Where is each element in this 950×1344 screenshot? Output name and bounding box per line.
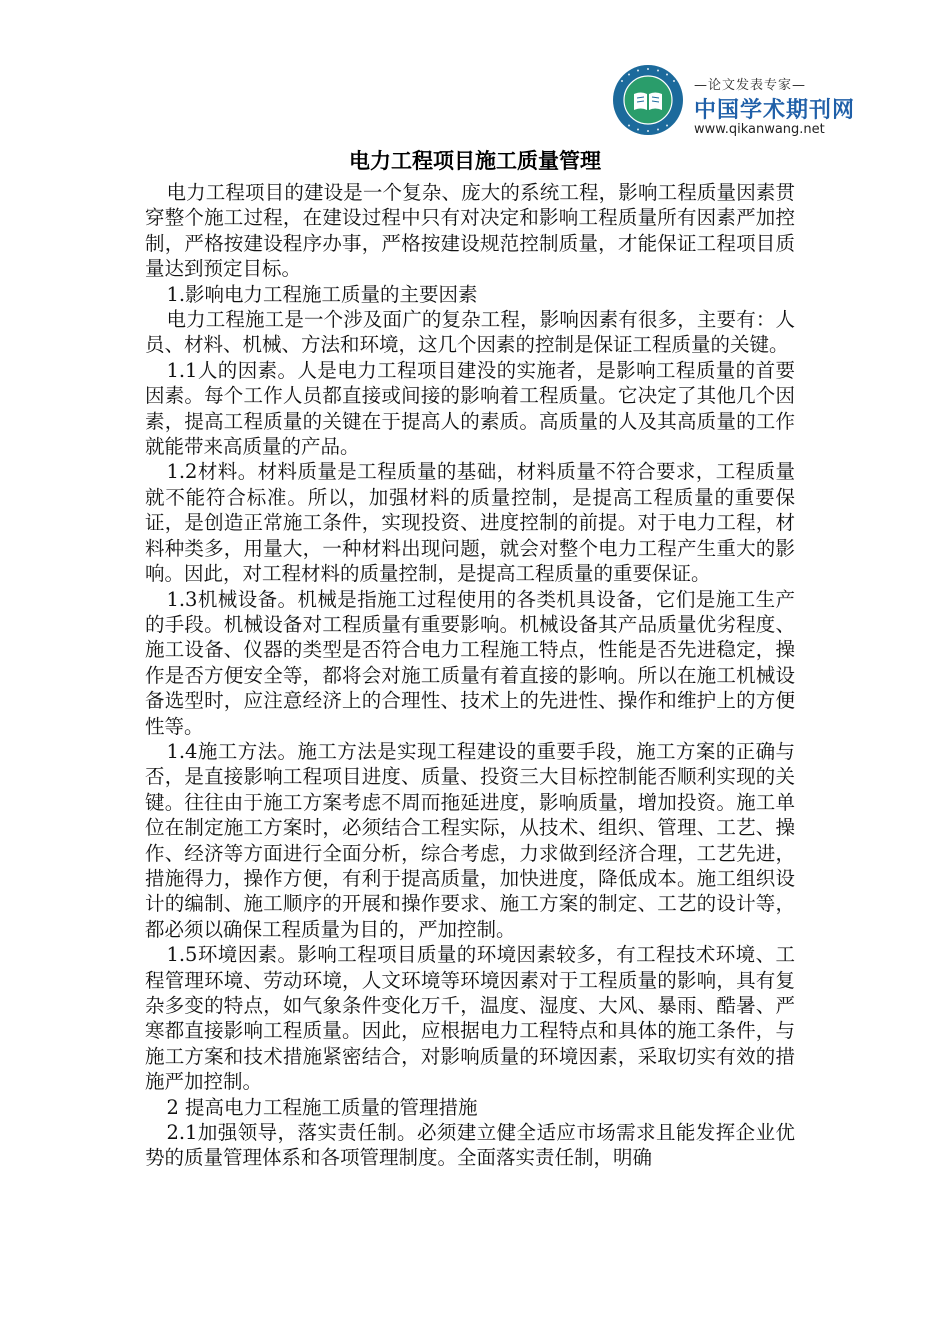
section-heading-2: 2 提高电力工程施工质量的管理措施 bbox=[166, 1095, 478, 1119]
subsection-1-5-paragraph: 1.5环境因素。影响工程项目质量的环境因素较多，有工程技术环境、工程管理环境、劳动环境，人文环境等环境因素对于工程质量的影响，具有复杂多变的特点，如气象条件变化万千，温度、湿度、大风、暴雨、酷暑、严寒都直接影响工程质量。因此，应根据电力工程特点和具体的施工条件，与施工方案和技术措施紧密结合，对影响质量的环境因素，采取切实有效的措施严加控制。 bbox=[145, 943, 795, 1094]
logo-seal-icon bbox=[612, 64, 684, 136]
logo-url[interactable]: www.qikanwang.net bbox=[694, 122, 825, 137]
subsection-1-2-paragraph: 1.2材料。材料质量是工程质量的基础，材料质量不符合要求，工程质量就不能符合标准。所以，加强材料的质量控制，是提高工程质量的重要保证，是创造正常施工条件，实现投资、进度控制的前提。对于电力工程，材料种类多，用量大，一种材料出现问题，就会对整个电力工程产生重大的影响。因此，对工程材料的质量控制，是提高工程质量的重要保证。 bbox=[145, 460, 795, 586]
document-body bbox=[145, 180, 795, 1171]
publisher-logo[interactable] bbox=[612, 64, 856, 152]
subsection-1-1-paragraph: 1.1人的因素。人是电力工程项目建没的实施者，是影响工程质量的首要因素。每个工作人员都直接或间接的影响着工程质量。它决定了其他几个因素，提高工程质量的关键在于提高人的素质。高质量的人及其高质量的工作就能带来高质量的产品。 bbox=[145, 358, 795, 459]
intro-paragraph: 电力工程项目的建设是一个复杂、庞大的系统工程，影响工程质量因素贯穿整个施工过程，在建设过程中只有对决定和影响工程质量所有因素严加控制，严格按建设程序办事，严格按建设规范控制质量，才能保证工程项目质量达到预定目标。 bbox=[145, 181, 795, 281]
logo-tagline: —论文发表专家— bbox=[694, 78, 807, 93]
section-1-paragraph: 电力工程施工是一个涉及面广的复杂工程，影响因素有很多，主要有：人员、材料、机械、方法和环境，这几个因素的控制是保证工程质量的关键。 bbox=[145, 308, 795, 357]
logo-site-name: 中国学术期刊网 bbox=[694, 98, 856, 123]
section-heading-1: 1.影响电力工程施工质量的主要因素 bbox=[166, 282, 478, 306]
subsection-1-4-paragraph: 1.4施工方法。施工方法是实现工程建设的重要手段，施工方案的正确与否，是直接影响工程项目进度、质量、投资三大目标控制能否顺利实现的关键。往往由于施工方案考虑不周而拖延进度，影响质量，增加投资。施工单位在制定施工方案时，必须结合工程实际，从技术、组织、管理、工艺、操作、经济等方面进行全面分析，综合考虑，力求做到经济合理，工艺先进，措施得力，操作方便，有利于提高质量，加快进度，降低成本。施工组织设计的编制、施工顺序的开展和操作要求、施工方案的制定、工艺的设计等，都必须以确保工程质量为目的，严加控制。 bbox=[145, 739, 795, 941]
page-title: 电力工程项目施工质量管理 bbox=[349, 148, 601, 173]
subsection-2-1-paragraph: 2.1加强领导，落实责任制。必须建立健全适应市场需求且能发挥企业优势的质量管理体系和各项管理制度。全面落实责任制，明确 bbox=[145, 1121, 795, 1170]
subsection-1-3-paragraph: 1.3机械设备。机械是指施工过程使用的各类机具设备，它们是施工生产的手段。机械设备对工程质量有重要影响。机械设备其产品质量优劣程度、施工设备、仪器的类型是否符合电力工程施工特点，性能是否先进稳定，操作是否方便安全等，都将会对施工质量有着直接的影响。所以在施工机械设备选型时，应注意经济上的合理性、技术上的先进性、操作和维护上的方便性等。 bbox=[145, 587, 795, 738]
